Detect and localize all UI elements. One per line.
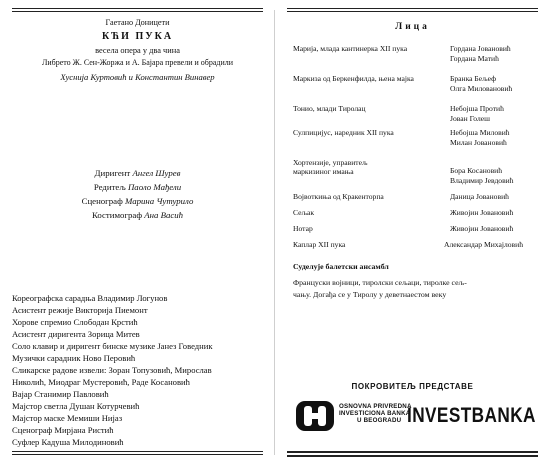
- bank-name-line: U BEOGRADU: [357, 417, 402, 425]
- credit-line: Сликарске радове извели: Зоран Топузовић, Мирослав: [12, 365, 212, 375]
- credit-line: Асистент диригента Зорица Митев: [12, 329, 140, 339]
- opera-subtitle: весела опера у два чина: [95, 46, 180, 55]
- credit-line: Мајстор маске Мемиши Нијаз: [12, 413, 123, 423]
- setting-text: чању. Догађа се у Тиролу у деветнаестом веку: [293, 290, 447, 299]
- bank-brand-name: INVESTBANKA: [407, 404, 536, 427]
- composer: Гаетано Доницети: [105, 18, 170, 27]
- investbanka-logo: [295, 398, 536, 434]
- director-role: Редитељ: [93, 182, 126, 192]
- conductor-name: Ангел Шурев: [132, 168, 181, 178]
- credit-line: Хорове спремио Слободан Крстић: [12, 317, 138, 327]
- opera-title: КЋИ ПУКА: [101, 31, 174, 42]
- actor-name: Живојин Јовановић: [450, 224, 514, 233]
- bottom-rule-right-2: [287, 455, 538, 457]
- role-name: Маркиза од Беркенфилда, њена мајка: [293, 74, 414, 83]
- ensemble-text: Суделује балетски ансамбл: [293, 262, 389, 271]
- role-name: Нотар: [293, 224, 313, 233]
- sponsor-title: ПОКРОВИТЕЉ ПРЕДСТАВЕ: [351, 382, 474, 391]
- setting-text: Француски војници, тиролски сељаци, тиролке сељ-: [293, 278, 467, 287]
- role-name: Тонио, млади Тиролац: [293, 104, 366, 113]
- bank-emblem-icon: [295, 400, 335, 432]
- top-rule-right: [287, 8, 538, 12]
- top-rule-left: [12, 8, 263, 12]
- bottom-rule-right: [287, 451, 538, 453]
- actor-name: Даница Јовановић: [450, 192, 509, 201]
- bottom-rule-left: [12, 451, 263, 455]
- actor-name: Гордана Јовановић: [450, 44, 511, 53]
- director-line: [0, 182, 275, 192]
- actor-name: Небојша Миловић: [450, 128, 510, 137]
- role-name: Каплар XII пука: [293, 240, 346, 249]
- translators-line: Хусниja Куртовић и Константин Винавер: [60, 72, 215, 82]
- cast-title: Лица: [395, 22, 430, 32]
- actor-name: Живојин Јовановић: [450, 208, 514, 217]
- credit-line: Суфлер Кадуша Милодиновић: [12, 437, 124, 447]
- role-name: Марија, млада кантинерка XII пука: [293, 44, 408, 53]
- costume-designer-line: [0, 210, 275, 220]
- bank-name-line: OSNOVNA PRIVREDNA: [339, 403, 412, 410]
- bank-full-name: [339, 403, 412, 425]
- libretto-line: Либрето Ж. Сен-Жоржа и А. Бајара превели и обрадили: [41, 58, 234, 67]
- actor-name: Владимир Јевдовић: [450, 176, 514, 185]
- conductor-line: [0, 168, 275, 178]
- set-designer-role: Сценограф: [81, 196, 123, 206]
- actor-name: Бора Косановић: [450, 166, 503, 175]
- actor-name: Александар Михајловић: [444, 240, 523, 249]
- credit-line: Кореографска сарадња Владимир Логунов: [12, 293, 168, 303]
- conductor-role: Диригент: [94, 168, 131, 178]
- director-name: Паоло Мађели: [127, 182, 182, 192]
- role-name: Сулпицијус, наредник XII пука: [293, 128, 394, 137]
- actor-name: Јован Голеш: [450, 114, 490, 123]
- credit-line: Николић, Миодраг Мустеровић, Раде Косановић: [12, 377, 190, 387]
- costume-designer-role: Костимограф: [91, 210, 143, 220]
- actor-name: Небојша Протић: [450, 104, 504, 113]
- set-designer-line: [0, 196, 275, 206]
- role-name: Хортензије, управитељ маркизиног имања: [293, 158, 368, 176]
- role-name: Војвоткиња од Кракенторпа: [293, 192, 384, 201]
- credit-line: Сценограф Мирјана Ристић: [12, 425, 114, 435]
- role-name: Сељак: [293, 208, 315, 217]
- right-page: [275, 0, 550, 465]
- actor-name: Бранка Бељеф: [450, 74, 497, 83]
- costume-designer-name: Ана Васић: [144, 210, 184, 220]
- actor-name: Гордана Матић: [450, 54, 499, 63]
- actor-name: Олга Миловановић: [450, 84, 513, 93]
- credit-line: Вајар Станимир Павловић: [12, 389, 109, 399]
- credit-line: Мајстор светла Душан Котурчевић: [12, 401, 140, 411]
- credit-line: Музички сарадник Ново Перовић: [12, 353, 136, 363]
- actor-name: Милан Јовановић: [450, 138, 507, 147]
- set-designer-name: Марина Чутурило: [125, 196, 194, 206]
- bank-name-line: INVESTICIONA BANKA: [339, 410, 411, 418]
- credit-line: Асистент режије Викторија Пиемонт: [12, 305, 148, 315]
- credit-line: Соло клавир и диригент бинске музике Јанез Говедник: [12, 341, 213, 351]
